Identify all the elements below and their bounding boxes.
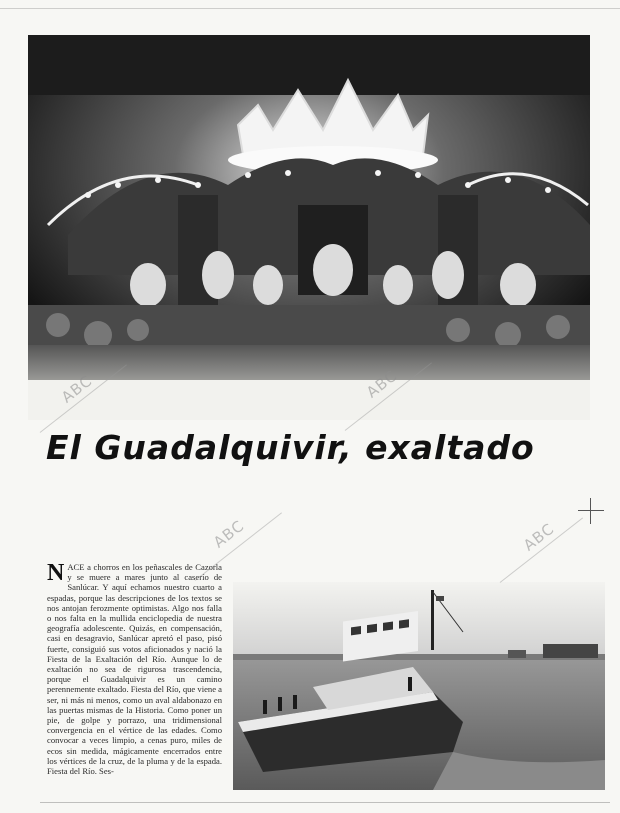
crop-mark [590, 498, 591, 524]
procession-float-photo [28, 35, 590, 420]
top-rule [0, 8, 620, 9]
article-headline: El Guadalquivir, exaltado [46, 428, 535, 467]
article-body-text: ACE a chorros en los peñascales de Cazorla y se muere a mares junto al caserío de Sanlúcar. Y aquí echamos nuestro cuarto a espadas, porque las descripciones de los textos se nos antojan ferozmente optimistas. Algo nos falla o nos falta en la mullida enciclopedia de nuestra geografía adolescente. Quizás, en compensación, casi en desagravio, Sanlúcar apretó el paso, pisó fuerte, consiguió sus votos aficionados y nació la Fiesta de la Exaltación del Río. Aunque lo de exaltación no sea de rigurosa trascendencia, porque el Guadalquivir es un camino perennemente exaltado. Fiesta del Río, que viene a ser, ni más ni menos, como un aval aldabonazo en las puertas mismas de la Historia. Como poner un pie, de golpe y porrazo, una tridimensional convergencia en el vértice de las edades. Como convocar a veces limpio, a cenas puro, miles de ecos sin medida, mágicamente encerrados entre los vértices de la cruz, de la pluma y de la espada. Fiesta del Río. Ses- [47, 562, 222, 777]
crop-mark [578, 510, 604, 511]
watermark-abc: ABC [363, 366, 401, 402]
river-boat-photo [233, 582, 605, 790]
drop-cap: N [47, 562, 65, 586]
bottom-rule [40, 802, 610, 803]
watermark-abc: ABC [520, 519, 558, 555]
watermark-abc: ABC [58, 371, 96, 407]
article-body [47, 562, 222, 802]
watermark-abc: ABC [210, 516, 248, 552]
